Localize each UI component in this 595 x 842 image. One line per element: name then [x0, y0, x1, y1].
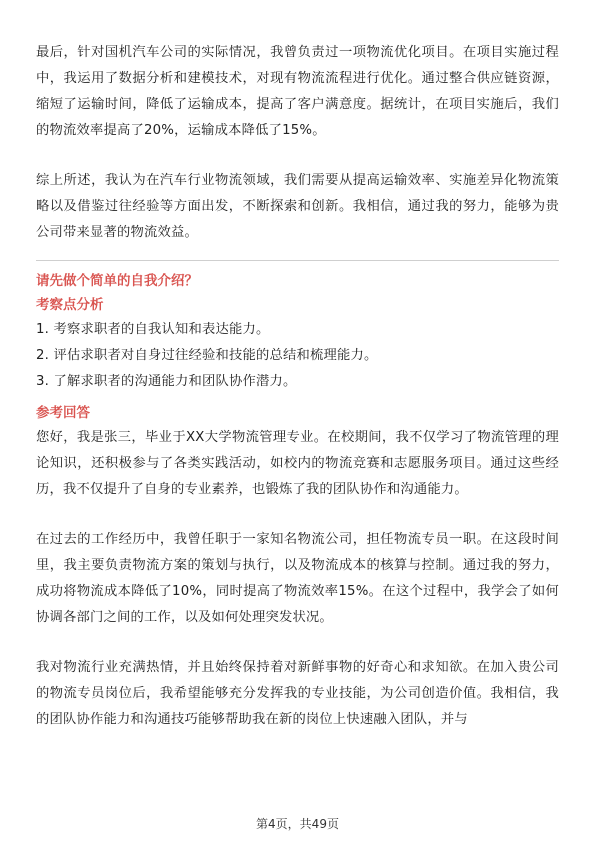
analysis-heading: 考察点分析 — [36, 297, 104, 313]
question-title: 请先做个简单的自我介绍？ — [36, 273, 198, 289]
answer-heading: 参考回答 — [36, 405, 90, 421]
answer-paragraph: 您好，我是张三，毕业于XX大学物流管理专业。在校期间，我不仅学习了物流管理的理论知识，还积极参与了各类实践活动，如校内的物流竞赛和志愿服务项目。通过这些经历，我不仅提升了自身的专业素养，也锻炼了我的团队协作和沟通能力。 — [36, 430, 559, 497]
analysis-item: 1. 考察求职者的自我认知和表达能力。 — [36, 322, 270, 337]
page-content — [36, 40, 559, 733]
page-number: 第4页，共49页 — [256, 817, 339, 831]
analysis-item: 2. 评估求职者对自身过往经验和技能的总结和梳理能力。 — [36, 348, 378, 363]
body-paragraph: 最后，针对国机汽车公司的实际情况，我曾负责过一项物流优化项目。在项目实施过程中，我运用了数据分析和建模技术，对现有物流流程进行优化。通过整合供应链资源，缩短了运输时间，降低了运输成本，提高了客户满意度。据统计，在项目实施后，我们的物流效率提高了20%，运输成本降低了15%。 — [36, 45, 559, 138]
answer-paragraph: 我对物流行业充满热情，并且始终保持着对新鲜事物的好奇心和求知欲。在加入贵公司的物流专员岗位后，我希望能够充分发挥我的专业技能，为公司创造价值。我相信，我的团队协作能力和沟通技巧能够帮助我在新的岗位上快速融入团队，并与 — [36, 660, 559, 727]
analysis-item: 3. 了解求职者的沟通能力和团队协作潜力。 — [36, 374, 297, 389]
body-paragraph: 综上所述，我认为在汽车行业物流领域，我们需要从提高运输效率、实施差异化物流策略以及借鉴过往经验等方面出发，不断探索和创新。我相信，通过我的努力，能够为贵公司带来显著的物流效益。 — [36, 173, 559, 240]
answer-paragraph: 在过去的工作经历中，我曾任职于一家知名物流公司，担任物流专员一职。在这段时间里，我主要负责物流方案的策划与执行，以及物流成本的核算与控制。通过我的努力，成功将物流成本降低了10%，同时提高了物流效率15%。在这个过程中，我学会了如何协调各部门之间的工作，以及如何处理突发状况。 — [36, 532, 559, 625]
section-divider — [36, 260, 559, 261]
